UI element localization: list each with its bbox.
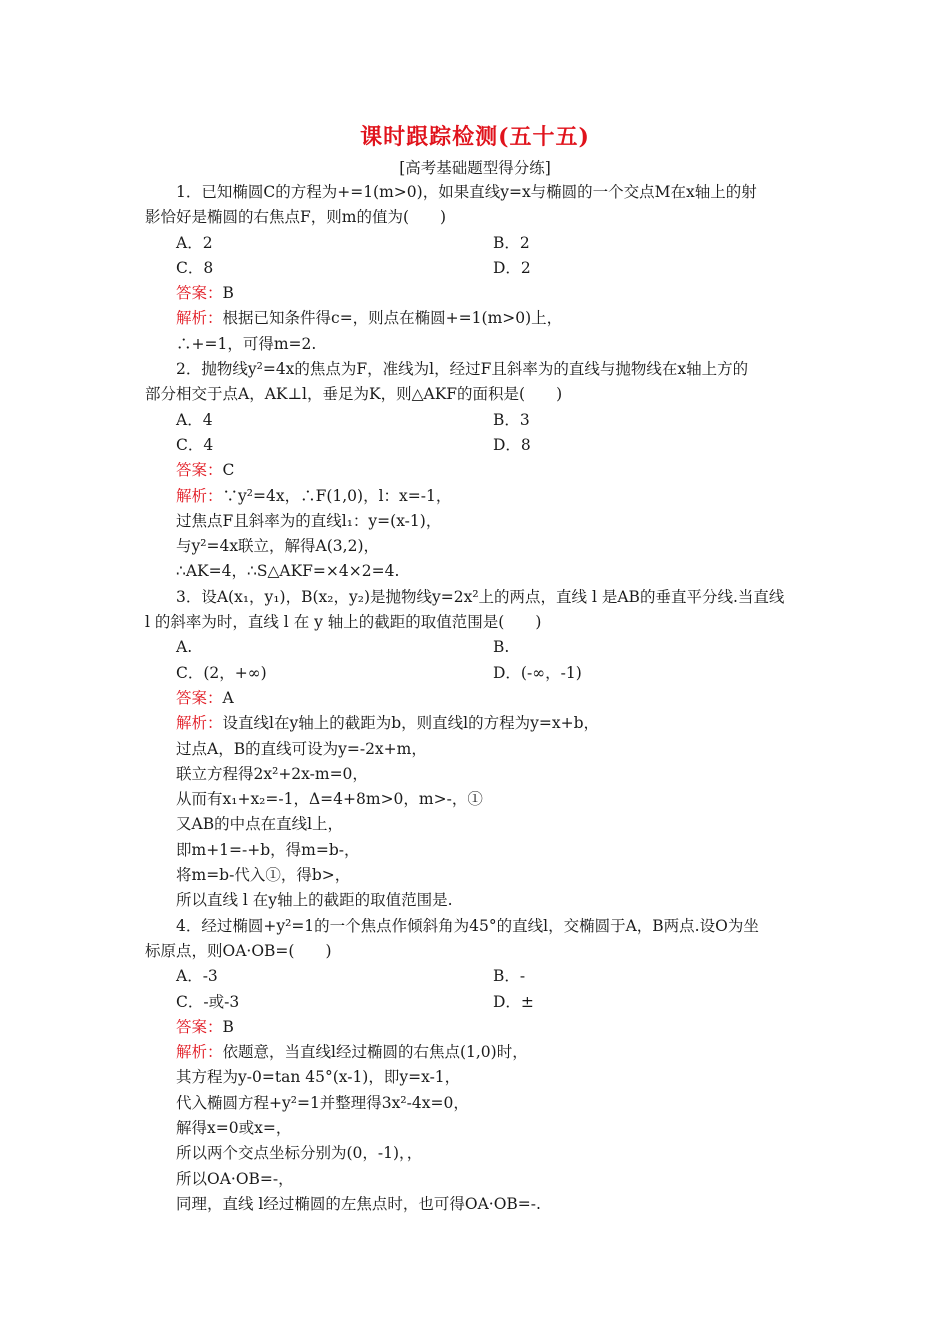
analysis-text: 依题意，当直线l经过椭圆的右焦点(1,0)时， bbox=[222, 1043, 528, 1062]
question-1-option-b: B．2 bbox=[493, 233, 530, 252]
question-1-option-d: D．2 bbox=[493, 258, 531, 277]
question-3-analysis-line-8: 所以直线 l 在y轴上的截距的取值范围是. bbox=[176, 891, 453, 910]
question-4-answer bbox=[145, 1015, 810, 1040]
question-2-stem-line-2: 部分相交于点A，AK⊥l，垂足为K，则△AKF的面积是( ) bbox=[145, 385, 563, 404]
answer-value: C bbox=[222, 461, 235, 480]
question-3-analysis-line-5: 又AB的中点在直线l上， bbox=[176, 815, 344, 834]
answer-label: 答案： bbox=[176, 1017, 223, 1036]
question-2-option-b: B．3 bbox=[493, 410, 530, 429]
answer-value: B bbox=[222, 1017, 234, 1036]
question-1-analysis-line-1 bbox=[145, 306, 810, 331]
question-4-stem-line-2: 标原点，则OA·OB=( ) bbox=[145, 941, 332, 960]
question-2-options-row-1 bbox=[145, 408, 810, 433]
question-3-stem-line-1: 3．设A(x₁，y₁)，B(x₂，y₂)是抛物线y=2x²上的两点，直线 l 是AB的垂直平分线.当直线 bbox=[176, 587, 785, 606]
question-1-option-a: A．2 bbox=[176, 233, 213, 252]
question-list bbox=[145, 180, 810, 1217]
question-3-analysis-line-6: 即m+1=-+b，得m=b-， bbox=[176, 840, 360, 859]
question-3-option-c: C．(2，+∞) bbox=[176, 663, 267, 682]
answer-label: 答案： bbox=[176, 284, 223, 303]
question-3-option-d: D．(-∞，-1) bbox=[493, 663, 582, 682]
question-3-analysis-line-2: 过点A，B的直线可设为y=-2x+m， bbox=[176, 739, 427, 758]
question-1-options-row-2 bbox=[145, 256, 810, 281]
question-3-stem-line-2: l 的斜率为时，直线 l 在 y 轴上的截距的取值范围是( ) bbox=[145, 613, 542, 632]
question-1-stem-line-1: 1．已知椭圆C的方程为+=1(m>0)，如果直线y=x与椭圆的一个交点M在x轴上的射 bbox=[176, 183, 757, 201]
question-2-option-a: A．4 bbox=[176, 410, 213, 429]
analysis-label: 解析： bbox=[176, 486, 223, 505]
question-1-option-c: C．8 bbox=[176, 258, 214, 277]
question-1-stem-line-2: 影恰好是椭圆的右焦点F，则m的值为( ) bbox=[145, 208, 447, 227]
question-4-option-c: C．-或-3 bbox=[176, 992, 240, 1011]
question-3-answer bbox=[145, 686, 810, 711]
question-4-option-b: B．- bbox=[493, 967, 526, 986]
question-4-analysis-line-4: 解得x=0或x=， bbox=[176, 1118, 292, 1137]
analysis-label: 解析： bbox=[176, 1043, 223, 1062]
question-3-option-b: B. bbox=[493, 638, 510, 657]
question-3-analysis-line-7: 将m=b-代入①，得b>， bbox=[176, 866, 351, 885]
answer-label: 答案： bbox=[176, 688, 223, 707]
question-4-analysis-line-3: 代入椭圆方程+y²=1并整理得3x²-4x=0， bbox=[176, 1093, 469, 1112]
answer-value: A bbox=[222, 688, 234, 707]
question-2-option-c: C．4 bbox=[176, 435, 214, 454]
question-3-analysis-line-1 bbox=[145, 711, 810, 736]
question-4-analysis-line-7: 同理，直线 l经过椭圆的左焦点时，也可得OA·OB=-. bbox=[176, 1194, 541, 1213]
section-subtitle: [高考基础题型得分练] bbox=[399, 159, 551, 177]
answer-value: B bbox=[222, 284, 234, 303]
question-2-analysis-line-1 bbox=[145, 484, 810, 509]
question-2-analysis-line-2: 过焦点F且斜率为的直线l₁：y=(x-1)， bbox=[176, 511, 442, 530]
question-3-options-row-2 bbox=[145, 661, 810, 686]
question-3-options-row-1 bbox=[145, 635, 810, 660]
question-4-options-row-2 bbox=[145, 990, 810, 1015]
question-2-analysis-line-4: ∴AK=4，∴S△AKF=×4×2=4. bbox=[176, 562, 400, 581]
analysis-label: 解析： bbox=[176, 309, 223, 328]
question-4-options-row-1 bbox=[145, 964, 810, 989]
analysis-label: 解析： bbox=[176, 714, 223, 733]
question-4-analysis-line-5: 所以两个交点坐标分别为(0，-1)，， bbox=[176, 1144, 423, 1163]
question-3-option-a: A. bbox=[176, 638, 193, 657]
analysis-text: 根据已知条件得c=，则点在椭圆+=1(m>0)上， bbox=[222, 309, 563, 328]
question-4-option-d: D．± bbox=[493, 992, 534, 1011]
question-1-options-row-1 bbox=[145, 231, 810, 256]
question-1-analysis-line-2: ∴+=1，可得m=2. bbox=[176, 334, 317, 353]
question-2-stem-line-1: 2．抛物线y²=4x的焦点为F，准线为l，经过F且斜率为的直线与抛物线在x轴上方的 bbox=[176, 360, 749, 379]
analysis-text: ∵y²=4x，∴F(1,0)，l：x=-1， bbox=[222, 486, 452, 505]
question-1-answer bbox=[145, 281, 810, 306]
question-4-option-a: A．-3 bbox=[176, 967, 218, 986]
question-4-analysis-line-6: 所以OA·OB=-， bbox=[176, 1169, 294, 1188]
question-2-answer bbox=[145, 458, 810, 483]
analysis-text: 设直线l在y轴上的截距为b，则直线l的方程为y=x+b， bbox=[222, 714, 600, 733]
question-4-stem-line-1: 4．经过椭圆+y²=1的一个焦点作倾斜角为45°的直线l，交椭圆于A，B两点.设O为坐 bbox=[176, 916, 759, 935]
question-4-analysis-line-2: 其方程为y-0=tan 45°(x-1)，即y=x-1， bbox=[176, 1068, 461, 1087]
answer-label: 答案： bbox=[176, 461, 223, 480]
question-2-options-row-2 bbox=[145, 433, 810, 458]
question-3-analysis-line-3: 联立方程得2x²+2x-m=0， bbox=[176, 764, 368, 783]
question-4-analysis-line-1 bbox=[145, 1040, 810, 1065]
question-3-analysis-line-4: 从而有x₁+x₂=-1，Δ=4+8m>0，m>-，① bbox=[176, 790, 483, 809]
question-2-option-d: D．8 bbox=[493, 435, 531, 454]
question-2-analysis-line-3: 与y²=4x联立，解得A(3,2)， bbox=[176, 537, 379, 556]
page-title: 课时跟踪检测(五十五) bbox=[360, 124, 590, 150]
